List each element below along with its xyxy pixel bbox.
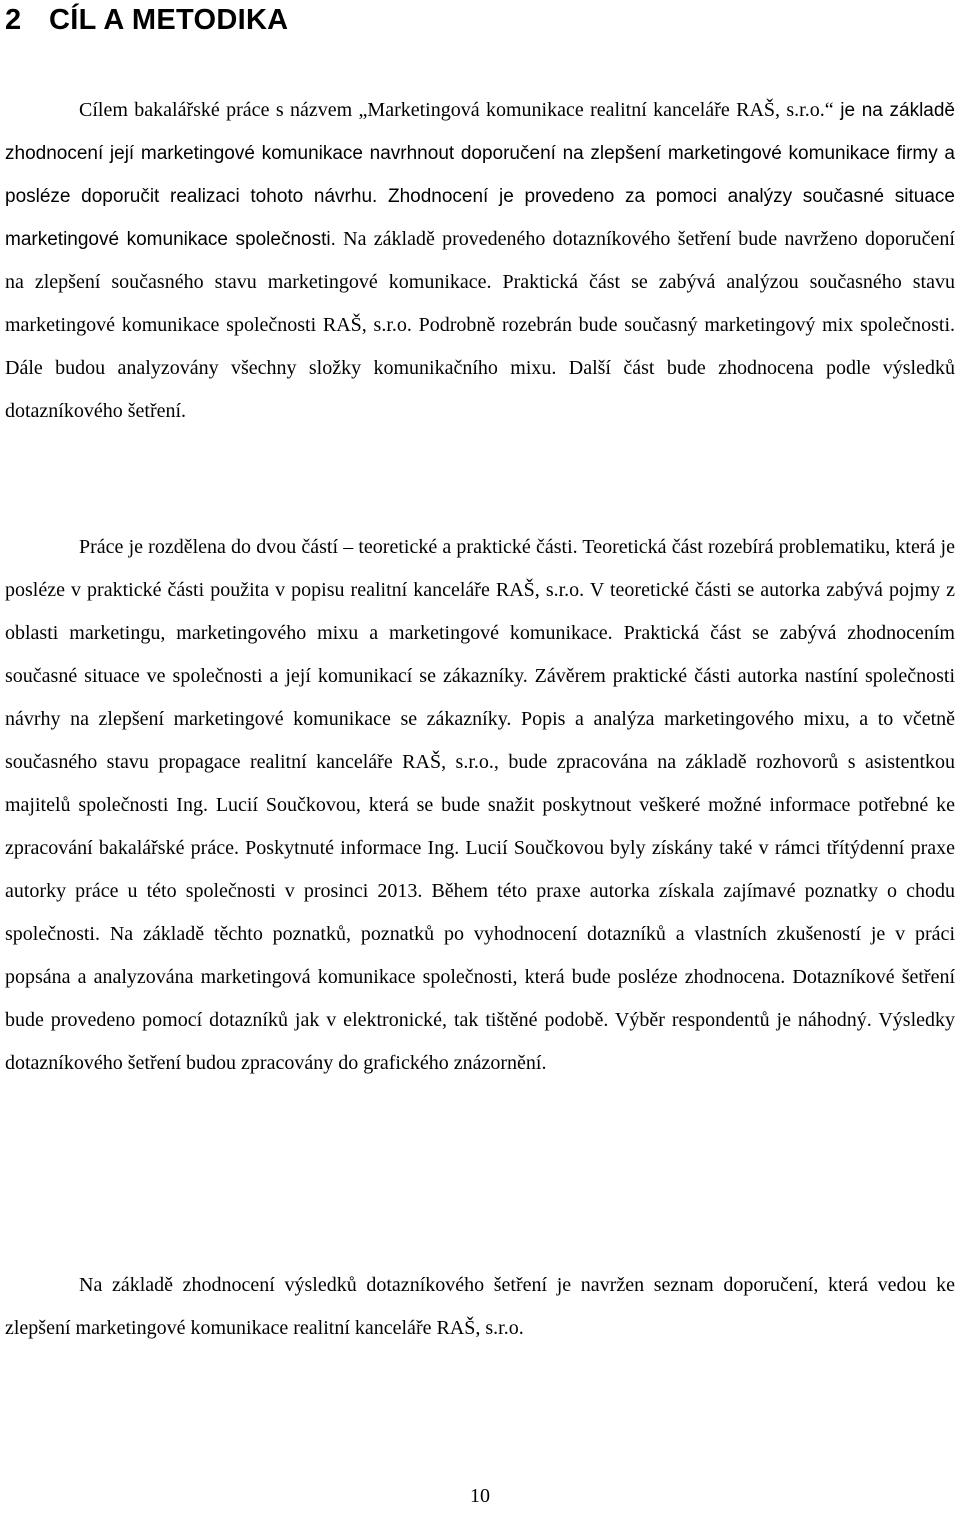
chapter-number: 2 [5, 4, 22, 36]
paragraph-conclusion [5, 1264, 955, 1350]
chapter-heading [5, 0, 288, 40]
page-number: 10 [470, 1485, 490, 1507]
paragraph-structure [5, 526, 955, 1085]
paragraph-goal-part-2: je na základě zhodnocení její marketingové komunikace navrhnout doporučení na zlepšení marketingové komunikace firmy a posléze doporučit realizaci tohoto návrhu. Zhodnocení je provedeno za pomoci analýzy současné situace marketingové komunikace společnosti. [5, 100, 955, 250]
paragraph-goal-part-3: Na základě provedeného dotazníkového šetření bude navrženo doporučení na zlepšení současného stavu marketingové komunikace. Praktická část se zabývá analýzou současného stavu marketingové komunikace společnosti RAŠ, s.r.o. Podrobně rozebrán bude současný marketingový mix společnosti. Dále budou analyzovány všechny složky komunikačního mixu. Další část bude zhodnocena podle výsledků dotazníkového šetření. [5, 228, 955, 422]
chapter-title: CÍL A METODIKA [49, 4, 289, 36]
paragraph-goal-part-1: Cílem bakalářské práce s názvem „Marketingová komunikace realitní kanceláře RAŠ, s.r.o.“ [79, 99, 834, 121]
paragraph-conclusion-text: Na základě zhodnocení výsledků dotazníkového šetření je navržen seznam doporučení, která vedou ke zlepšení marketingové komunikace realitní kanceláře RAŠ, s.r.o. [5, 1274, 955, 1339]
paragraph-goal [5, 89, 955, 433]
paragraph-structure-text: Práce je rozdělena do dvou částí – teoretické a praktické části. Teoretická část rozebírá problematiku, která je posléze v praktické části použita v popisu realitní kanceláře RAŠ, s.r.o. V teoretické části se autorka zabývá pojmy z oblasti marketingu, marketingového mixu a marketingové komunikace. Praktická část se zabývá zhodnocením současné situace ve společnosti a její komunikací se zákazníky. Závěrem praktické části autorka nastíní společnosti návrhy na zlepšení marketingové komunikace se zákazníky. Popis a analýza marketingového mixu, a to včetně současného stavu propagace realitní kanceláře RAŠ, s.r.o., bude zpracována na základě rozhovorů s asistentkou majitelů společnosti Ing. Lucií Součkovou, která se bude snažit poskytnout veškeré možné informace potřebné ke zpracování bakalářské práce. Poskytnuté informace Ing. Lucií Součkovou byly získány také v rámci třítýdenní praxe autorky práce u této společnosti v prosinci 2013. Během této praxe autorka získala zajímavé poznatky o chodu společnosti. Na základě těchto poznatků, poznatků po vyhodnocení dotazníků a vlastních zkušeností je v práci popsána a analyzována marketingová komunikace společnosti, která bude posléze zhodnocena. Dotazníkové šetření bude provedeno pomocí dotazníků jak v elektronické, tak tištěné podobě. Výběr respondentů je náhodný. Výsledky dotazníkového šetření budou zpracovány do grafického znázornění. [5, 536, 955, 1074]
